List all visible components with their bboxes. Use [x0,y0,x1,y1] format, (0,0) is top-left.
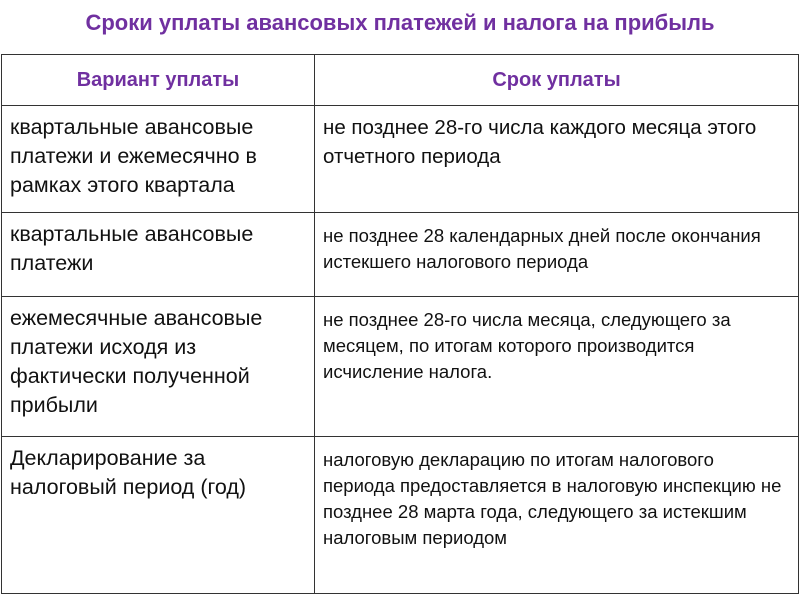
payment-deadline-cell: не позднее 28-го числа каждого месяца этого отчетного периода [315,106,799,213]
header-payment-deadline: Срок уплаты [315,55,799,106]
table-row [2,437,799,594]
payment-deadline-cell: не позднее 28-го числа месяца, следующего за месяцем, по итогам которого производится исчисление налога. [315,297,799,437]
table-header-row [2,55,799,106]
payment-variant-cell: квартальные авансовые платежи [2,213,315,297]
table-row [2,106,799,213]
table-row [2,213,799,297]
payment-deadline-cell: налоговую декларацию по итогам налогового периода предоставляется в налоговую инспекцию не позднее 28 марта года, следующего за истекшим налоговым периодом [315,437,799,594]
table-row [2,297,799,437]
page-title: Сроки уплаты авансовых платежей и налога на прибыль [85,10,715,35]
header-payment-variant: Вариант уплаты [2,55,315,106]
payment-variant-cell: Декларирование за налоговый период (год) [2,437,315,594]
payment-variant-cell: квартальные авансовые платежи и ежемесячно в рамках этого квартала [2,106,315,213]
payment-deadline-cell: не позднее 28 календарных дней после окончания истекшего налогового периода [315,213,799,297]
payment-variant-cell: ежемесячные авансовые платежи исходя из фактически полученной прибыли [2,297,315,437]
payment-deadlines-table [1,54,799,594]
